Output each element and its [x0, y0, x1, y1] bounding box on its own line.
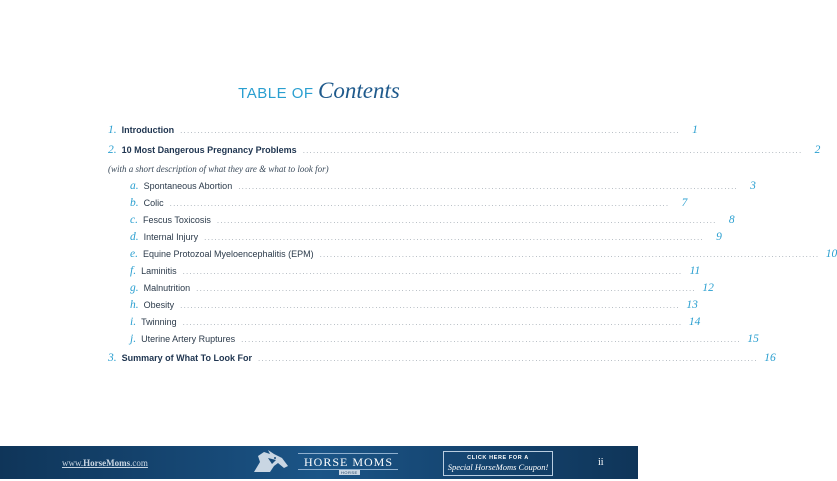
coupon-line1: CLICK HERE FOR A: [467, 455, 529, 461]
horse-moms-logo[interactable]: [248, 448, 400, 476]
toc-entry-label: Summary of What To Look For: [121, 353, 252, 363]
dot-leader: ..................................................................................................................................................: [182, 318, 683, 327]
toc-subentry[interactable]: [130, 214, 735, 230]
dot-leader: ..................................................................................................................................................: [204, 233, 704, 242]
coupon-button[interactable]: [443, 451, 553, 476]
toc-entry-label: Uterine Artery Ruptures: [141, 334, 236, 344]
toc-note: (with a short description of what they are & what to look for): [108, 164, 329, 174]
toc-entry-label: Obesity: [143, 300, 175, 310]
toc-title: [0, 78, 638, 104]
toc-entry-page: 13: [686, 299, 698, 311]
site-name: HorseMoms: [83, 458, 131, 468]
toc-entry-label: Laminitis: [141, 266, 177, 276]
toc-entry-number: 2.: [108, 144, 117, 156]
dot-leader: ..................................................................................................................................................: [238, 182, 738, 191]
toc-entry-page: 11: [689, 265, 701, 277]
toc-entry-pregnancy-problems[interactable]: [108, 144, 821, 160]
dot-leader: ..................................................................................................................................................: [196, 284, 696, 293]
toc-title-prefix: TABLE OF: [238, 85, 314, 102]
toc-entry-number: j.: [130, 333, 137, 345]
toc-entry-page: 8: [728, 214, 735, 226]
toc-entry-label: 10 Most Dangerous Pregnancy Problems: [121, 145, 297, 155]
toc-subentry[interactable]: [130, 333, 759, 349]
toc-subentry[interactable]: [130, 197, 688, 213]
dot-leader: ..................................................................................................................................................: [241, 335, 741, 344]
page-number: ii: [598, 457, 604, 468]
dot-leader: ..................................................................................................................................................: [257, 354, 758, 363]
toc-entry-number: b.: [130, 197, 139, 209]
toc-entry-number: e.: [130, 248, 138, 260]
toc-entry-label: Spontaneous Abortion: [143, 181, 233, 191]
website-link[interactable]: [62, 458, 148, 468]
toc-entry-number: i.: [130, 316, 137, 328]
dot-leader: ..................................................................................................................................................: [182, 267, 683, 276]
dot-leader: ..................................................................................................................................................: [216, 216, 717, 225]
footer-bar: [0, 446, 638, 479]
logo-rule-top: [298, 453, 398, 454]
toc-entry-summary[interactable]: [108, 352, 776, 368]
toc-entry-label: Malnutrition: [143, 283, 191, 293]
dot-leader: ..................................................................................................................................................: [180, 126, 680, 135]
toc-entry-page: 16: [764, 352, 776, 364]
toc-subentry[interactable]: [130, 265, 701, 281]
dot-leader: ..................................................................................................................................................: [169, 199, 670, 208]
toc-entry-page: 9: [716, 231, 722, 243]
toc-title-main: Contents: [318, 78, 400, 103]
toc-entry-page: 10: [825, 248, 837, 260]
toc-entry-number: h.: [130, 299, 139, 311]
toc-entry-number: c.: [130, 214, 138, 226]
dot-leader: ..................................................................................................................................................: [319, 250, 820, 259]
toc-entry-label: Equine Protozoal Myeloencephalitis (EPM): [142, 249, 314, 259]
toc-entry-label: Twinning: [141, 317, 177, 327]
toc-entry-page: 15: [747, 333, 759, 345]
dot-leader: ..................................................................................................................................................: [302, 146, 803, 155]
toc-entry-page: 2: [814, 144, 821, 156]
site-suffix: .com: [130, 458, 148, 468]
logo-tag: HORSE: [341, 470, 358, 475]
toc-subentry[interactable]: [130, 299, 698, 315]
dot-leader: ..................................................................................................................................................: [180, 301, 680, 310]
toc-entry-label: Internal Injury: [143, 232, 199, 242]
toc-entry-label: Fescus Toxicosis: [142, 215, 211, 225]
toc-entry-number: a.: [130, 180, 139, 192]
toc-entry-number: d.: [130, 231, 139, 243]
toc-entry-page: 1: [692, 124, 698, 136]
toc-entry-page: 14: [688, 316, 701, 328]
toc-entry-page: 7: [681, 197, 688, 209]
toc-subentry[interactable]: [130, 231, 722, 247]
toc-entry-number: f.: [130, 265, 137, 277]
toc-entry-label: Introduction: [121, 125, 175, 135]
toc-entry-number: 1.: [108, 124, 117, 136]
site-prefix: www.: [62, 458, 84, 468]
logo-text: HORSE MOMS: [304, 455, 394, 469]
toc-entry-label: Colic: [143, 198, 164, 208]
toc-entry-page: 3: [750, 180, 756, 192]
toc-entry-number: 3.: [108, 352, 117, 364]
toc-entry-introduction[interactable]: [108, 124, 698, 140]
toc-subentry[interactable]: [130, 180, 756, 196]
coupon-line2: Special HorseMoms Coupon!: [447, 462, 549, 472]
horse-head-icon: [248, 448, 296, 476]
toc-subentry[interactable]: [130, 316, 701, 332]
toc-entry-number: g.: [130, 282, 139, 294]
toc-subentry[interactable]: [130, 248, 837, 264]
toc-subentry[interactable]: [130, 282, 714, 298]
toc-entry-page: 12: [702, 282, 714, 294]
